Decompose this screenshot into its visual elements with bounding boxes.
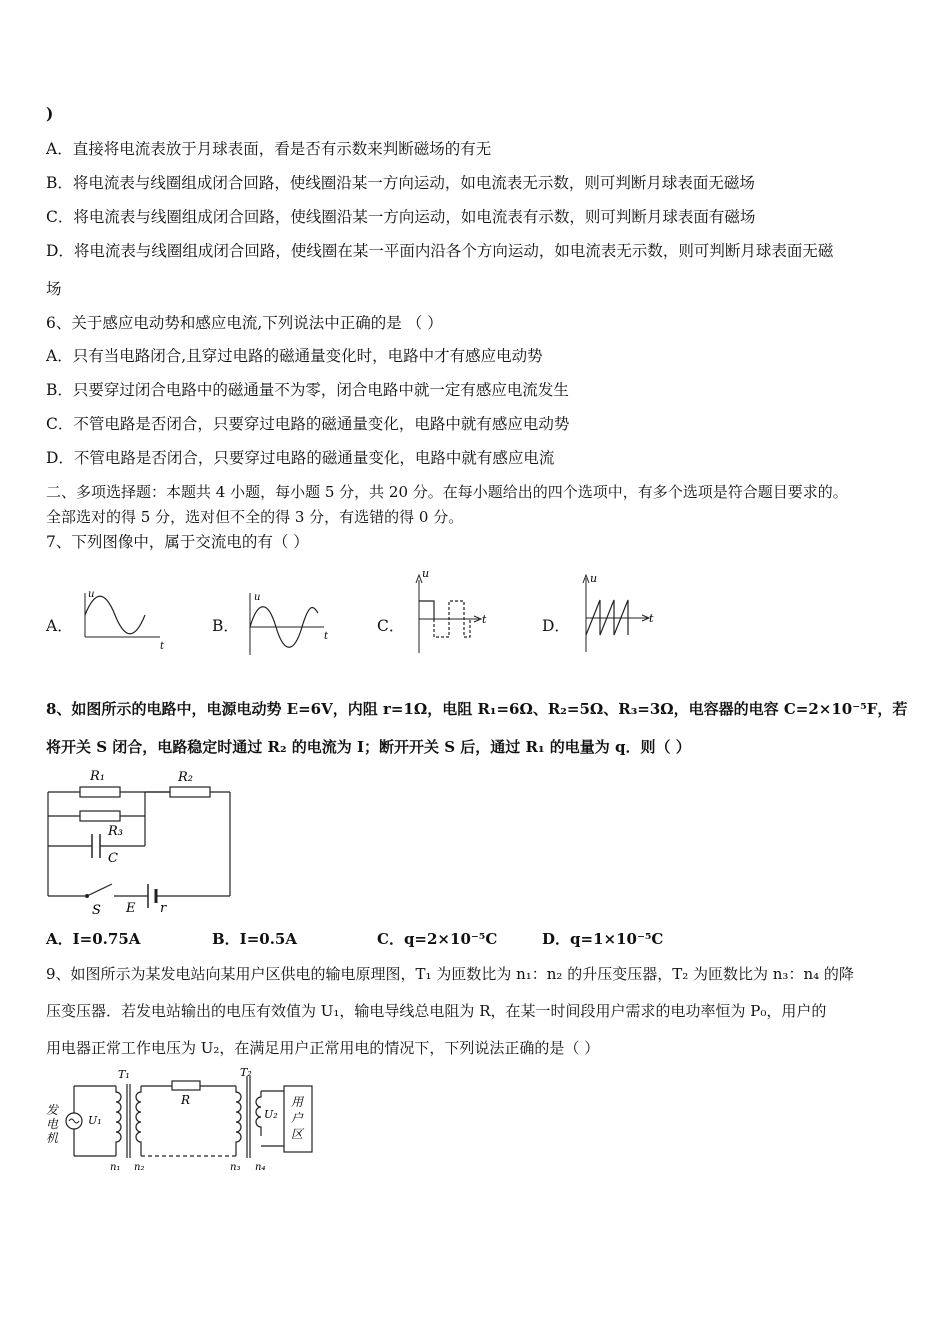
r2-label: R₂ <box>178 770 193 785</box>
n1-label: n₁ <box>110 1162 121 1173</box>
line-resistor-r <box>172 1081 200 1090</box>
s-label: S <box>92 903 101 917</box>
q8-circuit <box>40 762 240 917</box>
u1-label: U₁ <box>88 1114 102 1127</box>
graph-a-t-label: t <box>160 641 165 652</box>
graph-d-u-label: u <box>590 572 598 585</box>
graph-d <box>570 570 660 655</box>
q7-label-a: A． <box>46 617 73 635</box>
q6-option-b: B．只要穿过闭合电路中的磁通量不为零，闭合电路中就一定有感应电流发生 <box>46 381 569 399</box>
q7-stem: 7、下列图像中，属于交流电的有（ ） <box>46 533 309 551</box>
n3-label: n₃ <box>230 1162 241 1173</box>
e-label: E <box>126 901 136 916</box>
q6-option-c: C．不管电路是否闭合，只要穿过电路的磁通量变化，电路中就有感应电动势 <box>46 415 570 433</box>
n2-label: n₂ <box>134 1162 145 1173</box>
q8-option-d: D．q=1×10⁻⁵C <box>542 930 664 948</box>
q5-option-c: C．将电流表与线圈组成闭合回路，使线圈沿某一方向运动，如电流表有示数，则可判断月球表面有磁场 <box>46 208 756 226</box>
u2-label: U₂ <box>264 1108 278 1121</box>
graph-a <box>80 585 170 655</box>
q9-stem-1: 9、如图所示为某发电站向某用户区供电的输电原理图，T₁ 为匝数比为 n₁：n₂ 的升压变压器，T₂ 为匝数比为 n₃：n₄ 的降 <box>46 965 854 983</box>
resistor-r2 <box>170 787 210 797</box>
user-label-2: 户 <box>291 1111 304 1125</box>
switch-s <box>87 884 112 896</box>
graph-a-u-label: u <box>88 589 95 600</box>
resistor-r3 <box>80 811 120 821</box>
graph-c-u-label: u <box>422 567 430 580</box>
q6-option-a: A．只有当电路闭合,且穿过电路的磁通量变化时，电路中才有感应电动势 <box>46 347 543 365</box>
q9-transmission-diagram <box>44 1066 324 1176</box>
q5-option-b: B．将电流表与线圈组成闭合回路，使线圈沿某一方向运动，如电流表无示数，则可判断月球表面无磁场 <box>46 174 755 192</box>
q9-stem-3: 用电器正常工作电压为 U₂，在满足用户正常用电的情况下，下列说法正确的是（ ） <box>46 1039 600 1057</box>
q8-option-c: C．q=2×10⁻⁵C <box>377 930 498 948</box>
r-label: R <box>181 1093 191 1107</box>
resistor-r1 <box>80 787 120 797</box>
user-label-3: 区 <box>291 1127 304 1141</box>
q5-option-a: A．直接将电流表放于月球表面，看是否有示数来判断磁场的有无 <box>46 140 492 158</box>
c-label: C <box>108 851 118 866</box>
r1-label: R₁ <box>90 769 105 784</box>
q6-option-d: D．不管电路是否闭合，只要穿过电路的磁通量变化，电路中就有感应电流 <box>46 449 555 467</box>
graph-d-t-label: t <box>649 612 654 625</box>
graph-b-u-label: u <box>254 592 261 603</box>
paren-close: ) <box>46 104 54 123</box>
q5-option-d: D．将电流表与线圈组成闭合回路，使线圈在某一平面内沿各个方向运动，如电流表无示数，则可判断月球表面无磁 <box>46 242 834 260</box>
q9-stem-2: 压变压器．若发电站输出的电压有效值为 U₁，输电导线总电阻为 R，在某一时间段用户需求的电功率恒为 P₀，用户的 <box>46 1002 827 1020</box>
gen-label-1: 发 <box>46 1103 59 1117</box>
r-internal-label: r <box>160 901 167 916</box>
q8-stem-2: 将开关 S 闭合，电路稳定时通过 R₂ 的电流为 I；断开开关 S 后，通过 R₁ 的电量为 q．则（ ） <box>46 738 691 756</box>
q7-label-c: C． <box>377 617 405 635</box>
q7-label-d: D． <box>542 617 570 635</box>
section-heading: 二、多项选择题：本题共 4 小题，每小题 5 分，共 20 分。在每小题给出的四个选项中，有多个选项是符合题目要求的。 <box>46 483 848 501</box>
t2-label: T₂ <box>240 1066 252 1079</box>
r3-label: R₃ <box>108 824 123 839</box>
q8-stem-1: 8、如图所示的电路中，电源电动势 E=6V，内阻 r=1Ω，电阻 R₁=6Ω、R₂=5Ω、R₃=3Ω，电容器的电容 C=2×10⁻⁵F，若 <box>46 700 908 718</box>
graph-c-t-label: t <box>482 613 487 626</box>
q8-option-a: A．I=0.75A <box>46 930 141 948</box>
q8-option-b: B．I=0.5A <box>212 930 297 948</box>
q6-stem: 6、关于感应电动势和感应电流,下列说法中正确的是 （ ） <box>46 314 443 332</box>
n4-label: n₄ <box>255 1162 266 1173</box>
user-label-1: 用 <box>291 1095 304 1109</box>
q5-option-d-cont: 场 <box>46 280 62 298</box>
q7-label-b: B． <box>212 617 239 635</box>
gen-label-3: 机 <box>46 1131 59 1145</box>
graph-c <box>404 565 494 657</box>
section-scoring: 全部选对的得 5 分，选对但不全的得 3 分，有选错的得 0 分。 <box>46 508 464 526</box>
t1-label: T₁ <box>118 1068 130 1081</box>
graph-b <box>244 585 339 660</box>
graph-b-t-label: t <box>324 631 329 642</box>
gen-label-2: 电 <box>46 1117 59 1131</box>
